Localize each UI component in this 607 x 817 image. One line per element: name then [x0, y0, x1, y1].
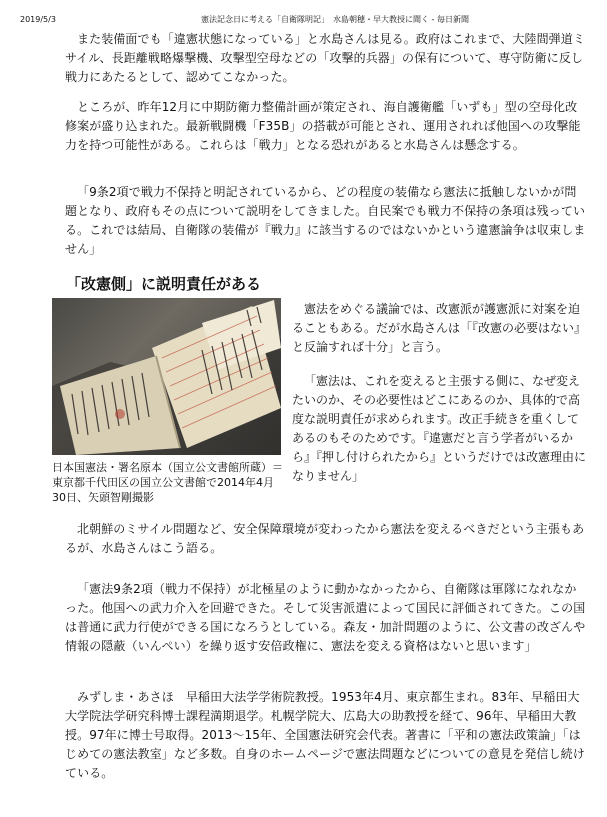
photo-caption: 日本国憲法・署名原本（国立公文書館所蔵）＝東京都千代田区の国立公文書館で2014年4月30日、矢頭智剛撮影 — [52, 461, 283, 504]
document-illustration — [52, 298, 281, 455]
section-heading: 「改憲側」に説明責任がある — [66, 275, 262, 293]
paragraph-counterproposal: 憲法をめぐる議論では、改憲派が護憲派に対案を迫ることもある。だが水島さんは「『改憲の必要はない』と反論すれば十分」と言う。 — [292, 302, 587, 354]
paragraph-north-korea: 北朝鮮のミサイル問題など、安全保障環境が変わったから憲法を変えるべきだという主張もあるが、水島さんはこう語る。 — [65, 522, 585, 555]
paragraph-quote-polaris: 「憲法9条2項（戦力不保持）が北極星のように動かなかったから、自衛隊は軍隊になれなかった。他国への武力介入を回避できた。そして災害派遣によって国民に評価されてきた。この国は普通に武力行使ができる国になろうとしている。森友・加計問題のように、公文書の改ざんや情報の隠蔽（いんぺい）を繰り返す安倍政権に、憲法を変える資格はないと思います」 — [65, 582, 586, 653]
paragraph-quote-article9: 「9条2項で戦力不保持と明記されているから、どの程度の装備なら憲法に抵触しないかが問題となり、政府もその点について説明をしてきました。自民案でも戦力不保持の条項は残っている。これでは結局、自衛隊の装備が『戦力』に該当するのではないかという違憲論争は収束しません」 — [65, 185, 586, 256]
paragraph-quote-responsibility: 「憲法は、これを変えると主張する側に、なぜ変えたいのか、その必要性はどこにあるのか、具体的で高度な説明責任が求められます。改正手続きを重くしてあるのもそのためです。『違憲だと言う学者がいるから』『押し付けられたから』というだけでは改憲理由になりません」 — [292, 374, 587, 483]
header-title: 憲法記念日に考える「自衛隊明記」 水島朝穂・早大教授に聞く - 毎日新聞 — [201, 15, 469, 24]
paragraph-equipment: また装備面でも「違憲状態になっている」と水島さんは見る。政府はこれまで、大陸間弾道ミサイル、長距離戦略爆撃機、攻撃型空母などの「攻撃的兵器」の保有について、専守防衛に反し戦力にあたるとして、認めてこなかった。 — [65, 32, 585, 84]
header-date: 2019/5/3 — [20, 15, 56, 24]
paragraph-izumo: ところが、昨年12月に中期防衛力整備計画が策定され、海自護衛艦「いずも」型の空母化改修案が盛り込まれた。最新戦闘機「F35B」の搭載が可能とされ、運用されれば他国への攻撃能力を持つ可能性がある。これらは「戦力」となる恐れがあると水島さんは懸念する。 — [65, 100, 581, 152]
paragraph-profile: みずしま・あさほ 早稲田大法学学術院教授。1953年4月、東京都生まれ。83年、早稲田大大学院法学研究科博士課程満期退学。札幌学院大、広島大の助教授を経て、96年、早稲田大教授。97年に博士号取得。2013～15年、全国憲法研究会代表。著書に「平和の憲法政策論」「はじめての憲法教室」など多数。自身のホームページで憲法問題などについての意見を発信し続けている。 — [65, 690, 585, 780]
constitution-document-photo — [52, 298, 281, 455]
